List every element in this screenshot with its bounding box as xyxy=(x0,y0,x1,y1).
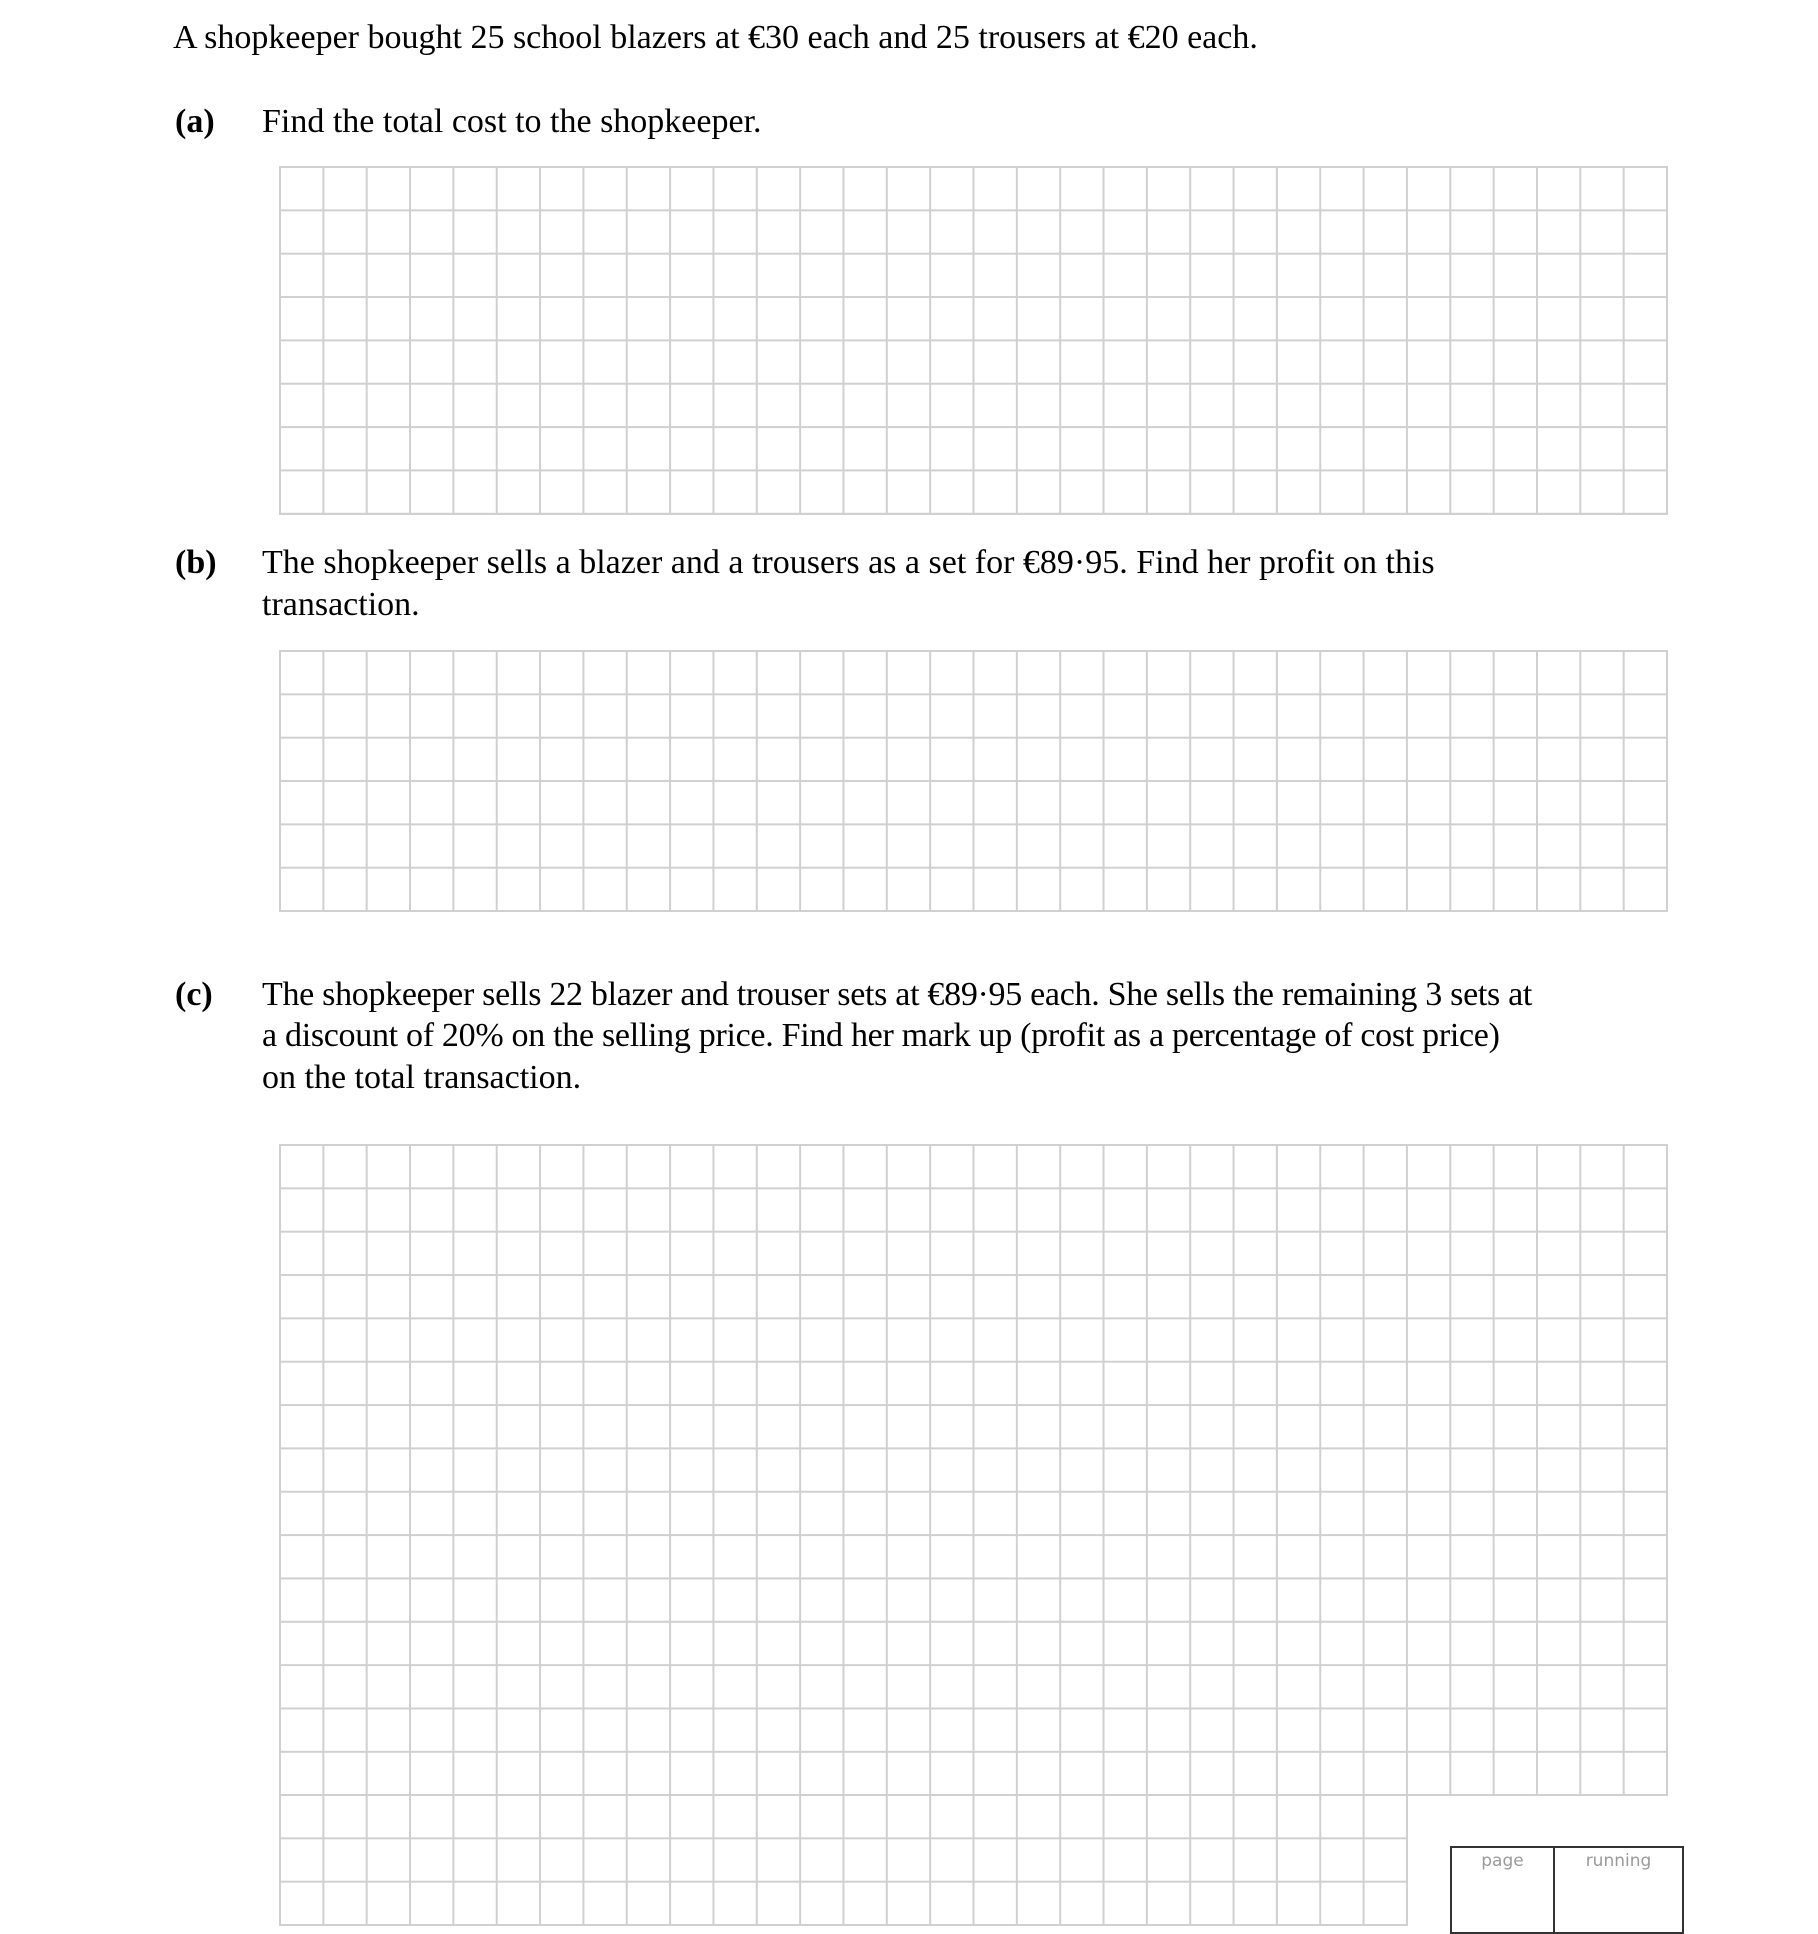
marks-tally-box xyxy=(1450,1846,1684,1934)
part-c-text-line-1: The shopkeeper sells 22 blazer and trouser sets at €89·95 each. She sells the remaining 3 sets at xyxy=(262,976,1533,1013)
running-marks-label: running xyxy=(1585,1851,1652,1871)
question-intro: A shopkeeper bought 25 school blazers at €30 each and 25 trousers at €20 each. xyxy=(173,19,1258,56)
part-c-text-line-3: on the total transaction. xyxy=(262,1059,582,1096)
page-marks-cell[interactable] xyxy=(1452,1848,1555,1932)
answer-grid-a[interactable] xyxy=(279,166,1668,515)
part-c-text-line-2: a discount of 20% on the selling price. Find her mark up (profit as a percentage of cost price) xyxy=(262,1017,1500,1054)
part-b-text-line-1: The shopkeeper sells a blazer and a trousers as a set for €89·95. Find her profit on this xyxy=(262,544,1435,581)
part-b-text-line-2: transaction. xyxy=(262,586,420,623)
part-a-text: Find the total cost to the shopkeeper. xyxy=(262,103,762,140)
part-a-label: (a) xyxy=(175,103,215,140)
part-b-label: (b) xyxy=(175,544,217,581)
answer-grid-c[interactable] xyxy=(279,1144,1668,1796)
part-c-label: (c) xyxy=(175,976,213,1013)
page-marks-label: page xyxy=(1481,1851,1524,1871)
answer-grid-b[interactable] xyxy=(279,650,1668,912)
running-marks-cell[interactable] xyxy=(1555,1848,1682,1932)
answer-grid-c-extension[interactable] xyxy=(279,1794,1408,1926)
